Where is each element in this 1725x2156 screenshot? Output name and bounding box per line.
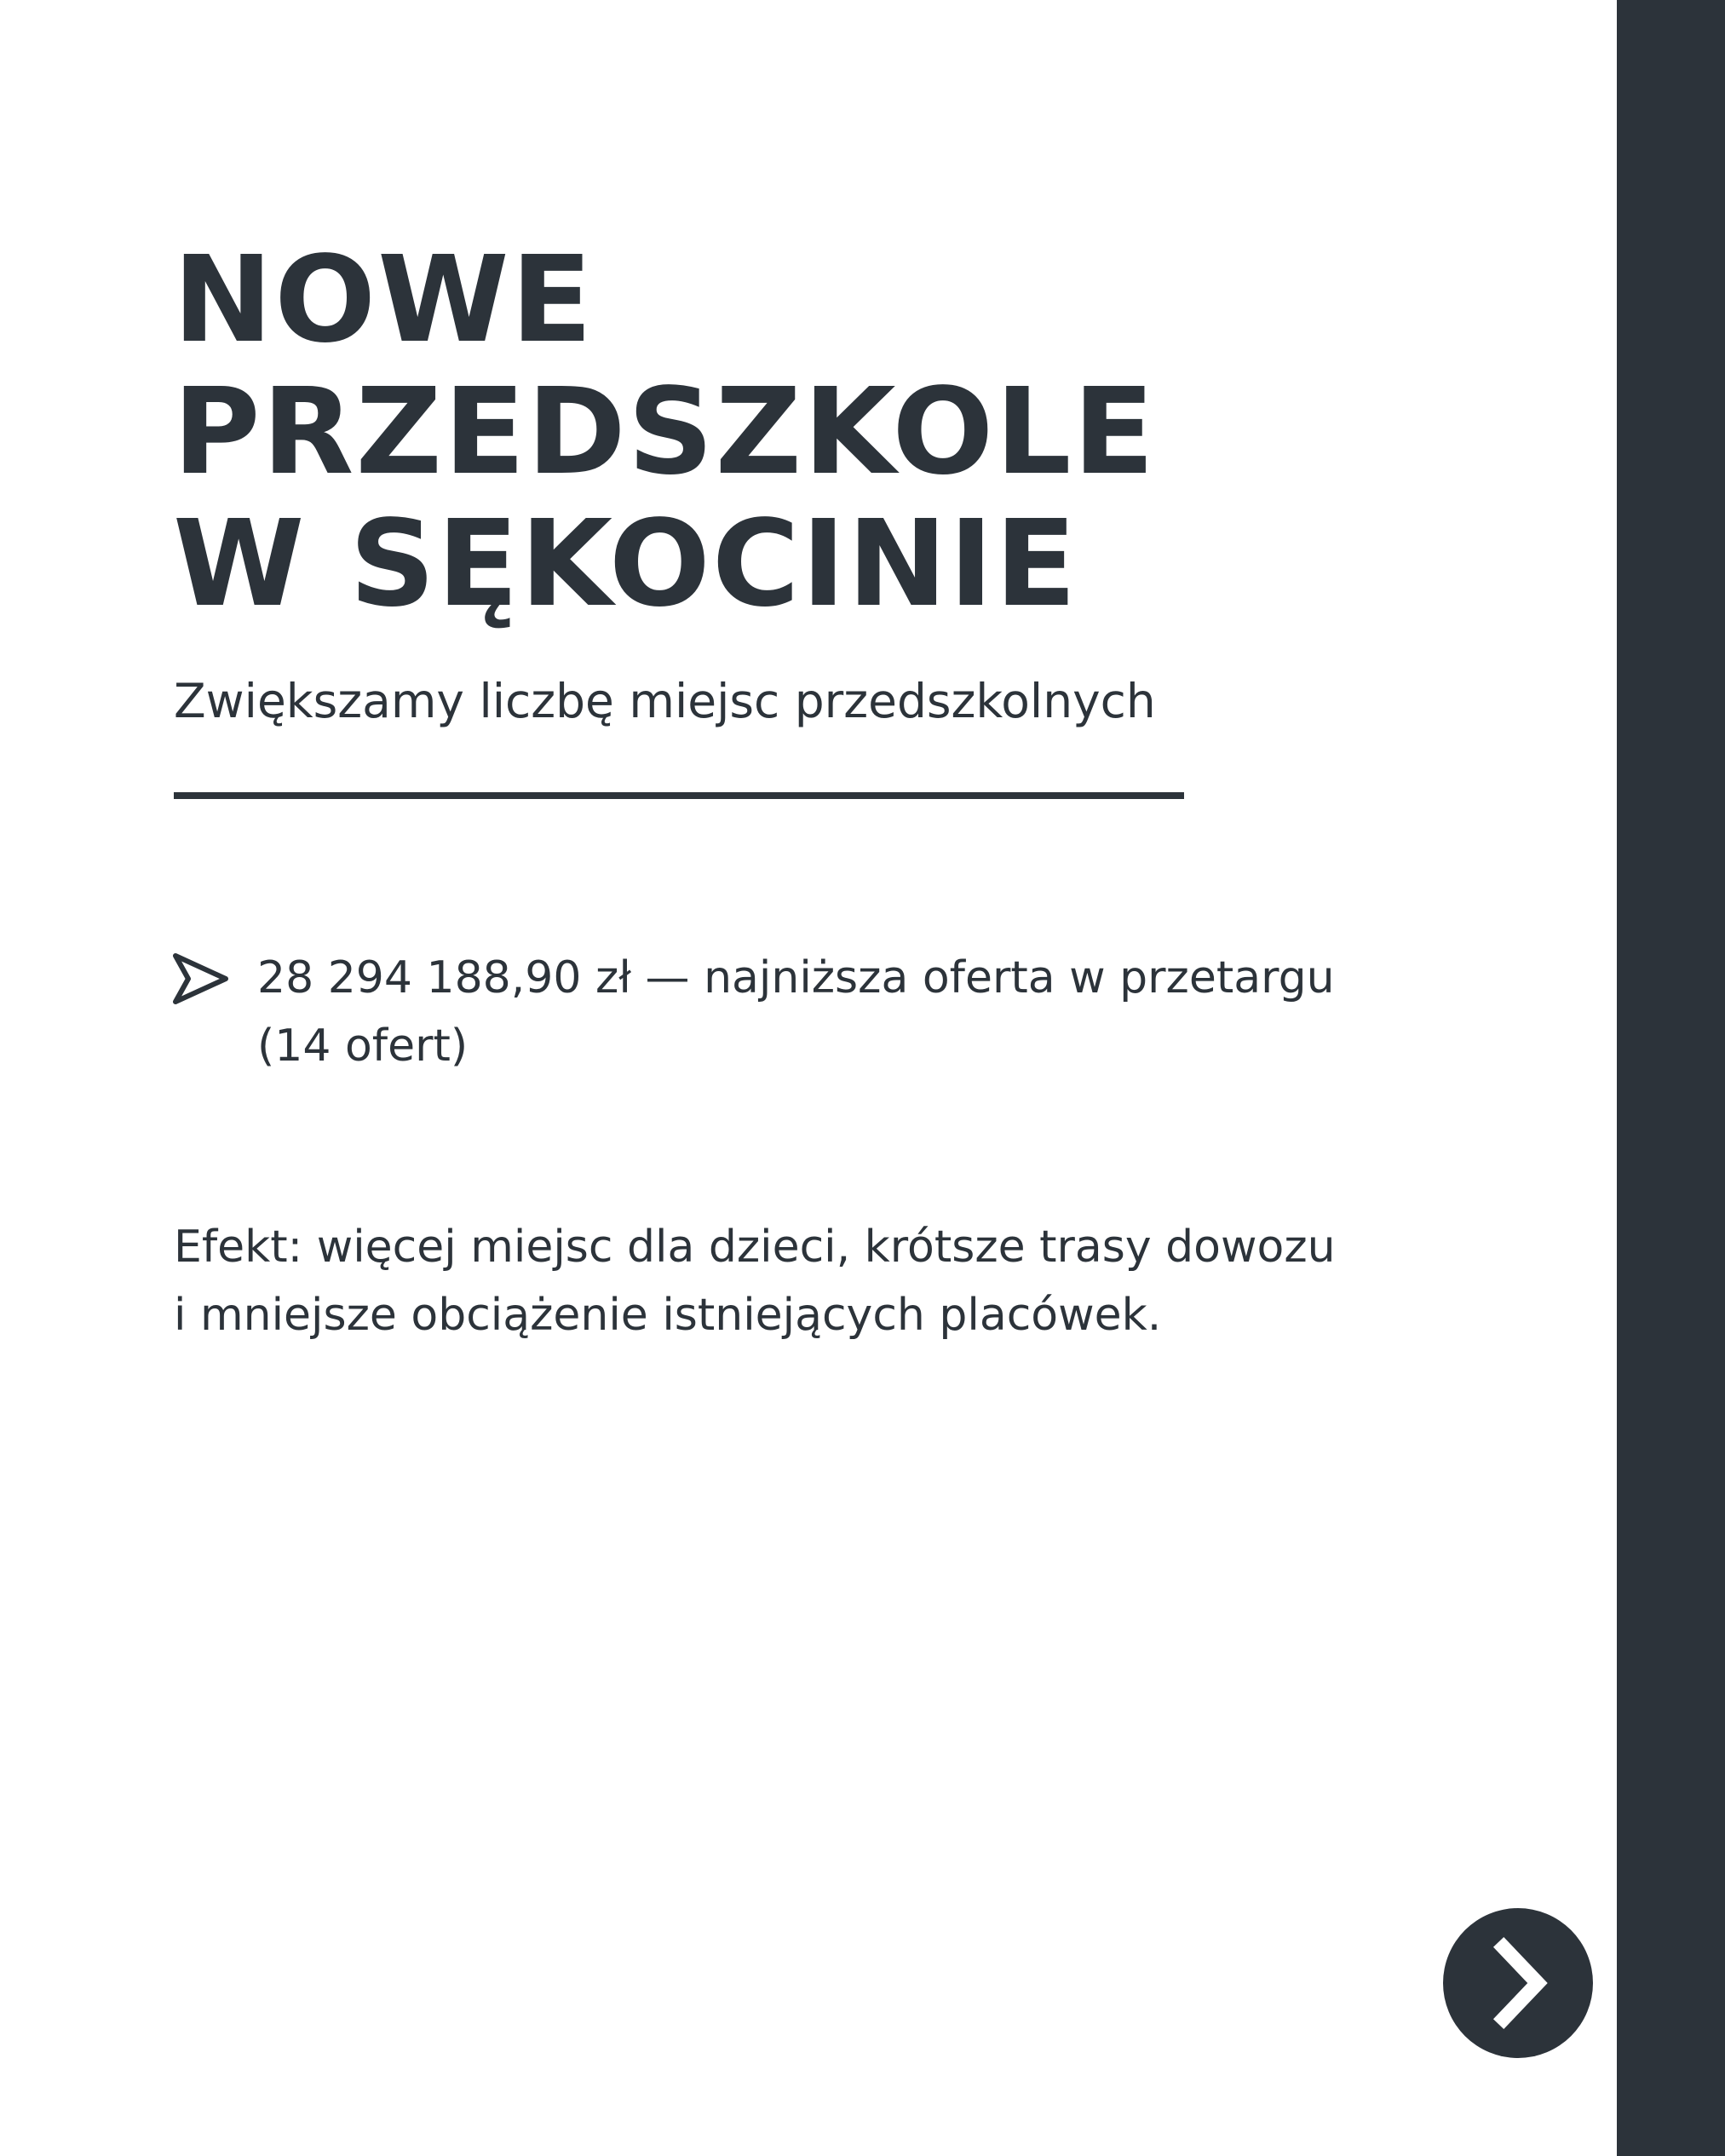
side-bar xyxy=(1617,0,1725,2156)
title-line-3: W SĘKOCINIE xyxy=(173,495,1078,634)
effect-line-1: Efekt: więcej miejsc dla dzieci, krótsze trasy dowozu xyxy=(174,1222,1336,1273)
effect-line-2: i mniejsze obciążenie istniejących placówek. xyxy=(174,1290,1162,1341)
chevron-right-icon xyxy=(1443,1908,1593,2058)
next-slide-button[interactable] xyxy=(1443,1908,1593,2058)
offer-bullet-line-2: (14 ofert) xyxy=(257,1021,469,1072)
divider xyxy=(174,792,1184,799)
page-title xyxy=(173,231,1157,634)
title-line-2: PRZEDSZKOLE xyxy=(173,363,1157,502)
title-line-1: NOWE xyxy=(173,231,595,370)
send-arrow-icon xyxy=(171,952,230,1006)
subtitle: Zwiększamy liczbę miejsc przedszkolnych xyxy=(174,674,1156,728)
offer-bullet xyxy=(257,944,1467,1080)
offer-bullet-line-1: 28 294 188,90 zł — najniższa oferta w przetargu xyxy=(257,952,1335,1003)
effect-paragraph xyxy=(174,1213,1571,1349)
